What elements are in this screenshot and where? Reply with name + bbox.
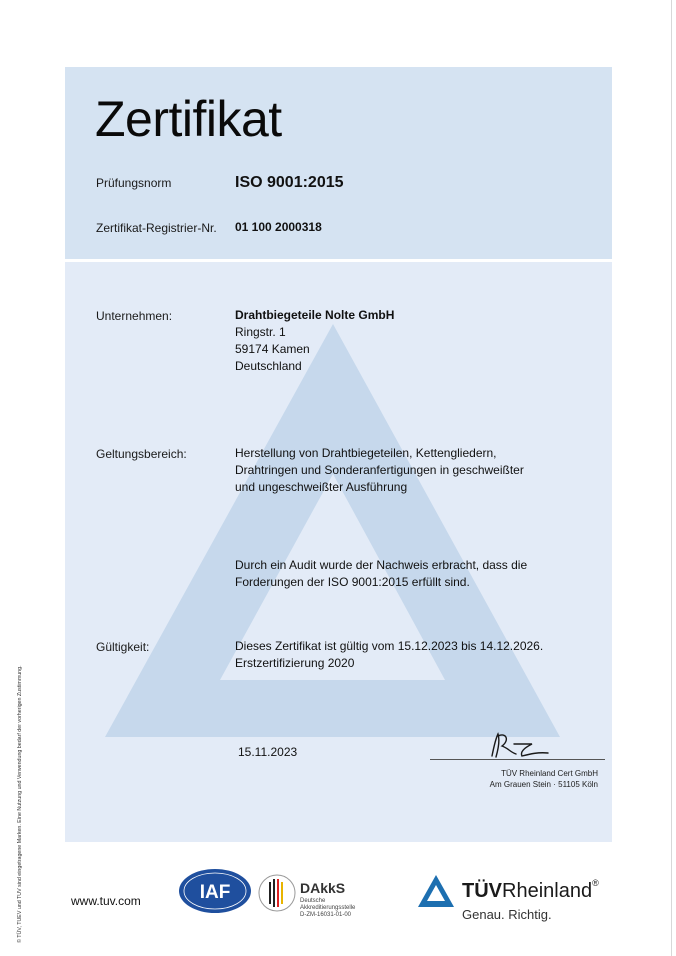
trademark-note: © TÜV, TUEV und TUV sind eingetragene Marken. Eine Nutzung und Verwendung bedarf der vorherigen Zustimmung. <box>17 665 23 943</box>
signature-line <box>430 759 605 760</box>
dakks-details <box>300 898 355 919</box>
iaf-logo-text: IAF <box>199 882 231 903</box>
dakks-line: D-ZM-16031-01-00 <box>300 912 352 918</box>
tuv-brand <box>462 880 599 903</box>
scope-line: Drahtringen und Sonderanfertigungen in geschweißter <box>235 463 524 477</box>
company-country: Deutschland <box>235 359 302 373</box>
company-city: 59174 Kamen <box>235 342 310 356</box>
company-block <box>235 307 394 375</box>
standard-label: Prüfungsnorm <box>96 176 172 190</box>
iaf-logo-icon <box>178 868 252 914</box>
dakks-line: Akkreditierungsstelle <box>300 905 356 911</box>
signature-icon <box>486 730 556 762</box>
register-label: Zertifikat-Registrier-Nr. <box>96 221 217 235</box>
validity-line: Dieses Zertifikat ist gültig vom 15.12.2023 bis 14.12.2026. <box>235 639 544 653</box>
certificate-title: Zertifikat <box>95 91 282 147</box>
issue-date: 15.11.2023 <box>238 745 298 759</box>
tuv-triangle-icon <box>417 874 455 908</box>
scope-label: Geltungsbereich: <box>96 447 187 461</box>
company-label: Unternehmen: <box>96 309 173 323</box>
tuv-brand-bold: TÜV <box>462 880 502 902</box>
company-name: Drahtbiegeteile Nolte GmbH <box>235 308 395 322</box>
dakks-emblem-icon <box>257 870 297 916</box>
scope-line: Herstellung von Drahtbiegeteilen, Kettengliedern, <box>235 446 497 460</box>
audit-line: Forderungen der ISO 9001:2015 erfüllt sind. <box>235 575 470 589</box>
audit-line: Durch ein Audit wurde der Nachweis erbracht, dass die <box>235 558 528 572</box>
validity-label: Gültigkeit: <box>96 640 150 654</box>
website-link[interactable]: www.tuv.com <box>71 894 141 908</box>
issuer-address: Am Grauen Stein · 51105 Köln <box>489 780 598 789</box>
validity-line: Erstzertifizierung 2020 <box>235 656 355 670</box>
issuer-block <box>490 768 598 790</box>
scope-line: und ungeschweißter Ausführung <box>235 480 408 494</box>
standard-value: ISO 9001:2015 <box>235 174 344 191</box>
audit-statement <box>235 557 527 591</box>
company-street: Ringstr. 1 <box>235 325 286 339</box>
dakks-line: Deutsche <box>300 898 326 904</box>
validity-text <box>235 638 543 672</box>
issuer-name: TÜV Rheinland Cert GmbH <box>501 769 598 778</box>
page-edge-rule <box>671 0 672 956</box>
tuv-slogan: Genau. Richtig. <box>462 907 552 922</box>
dakks-name: DAkkS <box>300 880 346 896</box>
tuv-reg-mark: ® <box>592 878 599 888</box>
scope-text <box>235 445 524 496</box>
tuv-brand-light: Rheinland <box>502 880 593 902</box>
register-value: 01 100 2000318 <box>235 220 322 234</box>
